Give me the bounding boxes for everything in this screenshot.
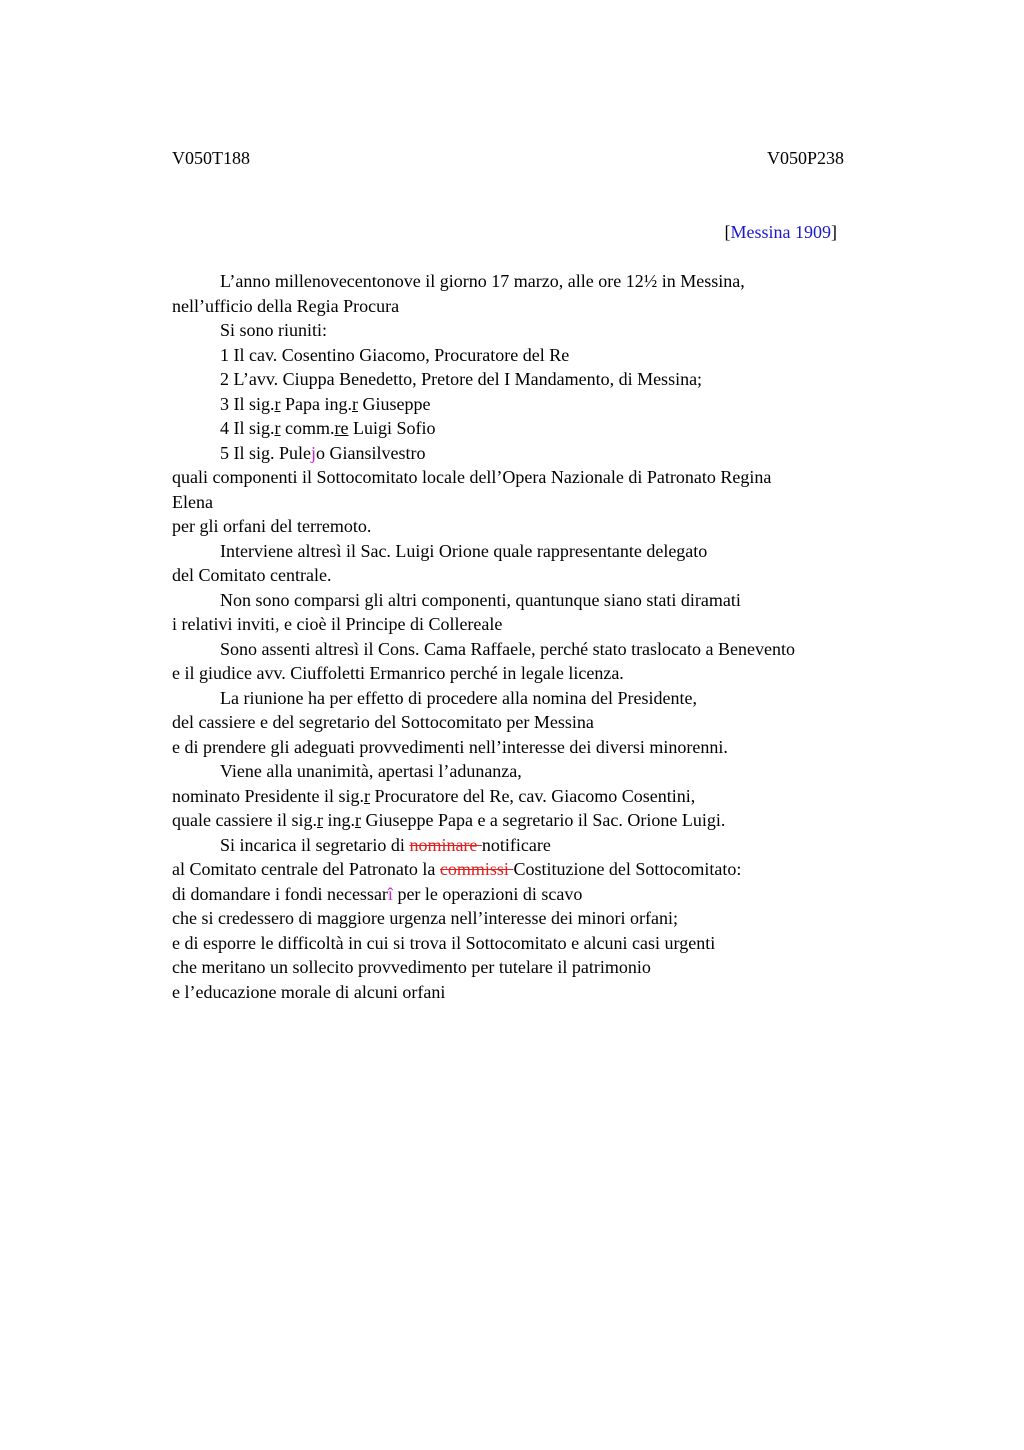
text-span: 3 Il sig. <box>220 393 275 414</box>
text-line: Non sono comparsi gli altri componenti, quantunque siano stati diramati <box>220 589 741 610</box>
text-line: Interviene altresì il Sac. Luigi Orione quale rappresentante delegato <box>220 540 708 561</box>
text-line: che meritano un sollecito provvedimento per tutelare il patrimonio <box>172 957 651 977</box>
text-span: notificare <box>481 834 551 855</box>
member-line <box>172 392 892 417</box>
text-line: del cassiere e del segretario del Sottocomitato per Messina <box>172 712 594 732</box>
editorial-correction: î <box>387 883 393 904</box>
text-line: quali componenti il Sottocomitato locale dell’Opera Nazionale di Patronato Regina <box>172 467 772 487</box>
text-line: e l’educazione morale di alcuni orfani <box>172 981 446 1002</box>
text-line <box>172 808 892 833</box>
abbrev-superscript: r <box>363 785 370 806</box>
text-span: Si incarica il segretario di <box>220 834 410 855</box>
text-line: e il giudice avv. Ciuffoletti Ermanrico perché in legale licenza. <box>172 663 624 683</box>
editorial-correction: j <box>311 442 317 463</box>
text-line: per gli orfani del terremoto. <box>172 516 372 536</box>
text-span: nominato Presidente il sig. <box>172 785 364 806</box>
text-line: L’anno millenovecentonove il giorno 17 marzo, alle ore 12½ in Messina, <box>220 271 745 291</box>
text-span: Luigi Sofio <box>348 418 436 438</box>
dateline-place-date: Messina 1909 <box>730 222 831 242</box>
text-span: Giuseppe <box>358 393 431 414</box>
text-span: di domandare i fondi necessar <box>172 883 388 904</box>
abbrev-superscript: r <box>274 418 281 438</box>
abbrev-superscript: r <box>274 393 281 414</box>
text-line <box>172 833 892 858</box>
deleted-text: commissi <box>439 859 514 879</box>
text-line: che si credessero di maggiore urgenza nell’interesse dei minori orfani; <box>172 908 678 928</box>
dateline <box>725 220 838 244</box>
text-span: comm. <box>280 418 335 438</box>
abbrev-superscript: r <box>316 810 323 830</box>
document-code-right: V050P238 <box>766 148 844 168</box>
member-line <box>172 416 892 441</box>
abbrev-superscript: r <box>352 393 359 414</box>
text-line: e di prendere gli adeguati provvedimenti nell’interesse dei diversi minorenni. <box>172 736 728 757</box>
text-span: 4 Il sig. <box>220 418 275 438</box>
member-line <box>172 441 892 466</box>
text-line <box>172 784 892 809</box>
text-line: del Comitato centrale. <box>172 565 332 585</box>
text-line <box>172 882 892 907</box>
text-line: e di esporre le difficoltà in cui si trova il Sottocomitato e alcuni casi urgenti <box>172 932 716 953</box>
text-span: per le operazioni di scavo <box>392 883 583 904</box>
text-line: i relativi inviti, e cioè il Principe di Collereale <box>172 614 503 634</box>
dateline-bracket-open: [ <box>724 222 731 242</box>
document-body <box>172 269 892 1004</box>
text-span: o Giansilvestro <box>316 442 426 463</box>
text-line: Elena <box>172 491 213 512</box>
text-span: quale cassiere il sig. <box>172 810 317 830</box>
text-line: Si sono riuniti: <box>220 320 328 340</box>
member-line: 2 L’avv. Ciuppa Benedetto, Pretore del I Mandamento, di Messina; <box>220 369 703 389</box>
text-span: Costituzione del Sottocomitato: <box>513 859 742 879</box>
text-span: Papa ing. <box>280 393 353 414</box>
member-line: 1 Il cav. Cosentino Giacomo, Procuratore del Re <box>220 344 570 365</box>
document-code-left: V050T188 <box>172 148 250 168</box>
abbrev-superscript: r <box>354 810 361 830</box>
text-line: Viene alla unanimità, apertasi l’adunanza, <box>220 761 522 781</box>
text-span: ing. <box>322 810 355 830</box>
text-span: Giuseppe Papa e a segretario il Sac. Orione Luigi. <box>360 810 726 830</box>
text-line: La riunione ha per effetto di procedere alla nomina del Presidente, <box>220 687 697 708</box>
text-line <box>172 857 892 882</box>
abbrev-superscript: re <box>334 418 349 438</box>
text-line: Sono assenti altresì il Cons. Cama Raffaele, perché stato traslocato a Benevento <box>220 638 795 659</box>
text-line: nell’ufficio della Regia Procura <box>172 295 400 316</box>
dateline-bracket-close: ] <box>831 222 837 242</box>
text-span: Procuratore del Re, cav. Giacomo Cosentini, <box>369 785 696 806</box>
text-span: 5 Il sig. Pule <box>220 442 312 463</box>
deleted-text: nominare <box>409 834 482 855</box>
text-span: al Comitato centrale del Patronato la <box>172 859 440 879</box>
